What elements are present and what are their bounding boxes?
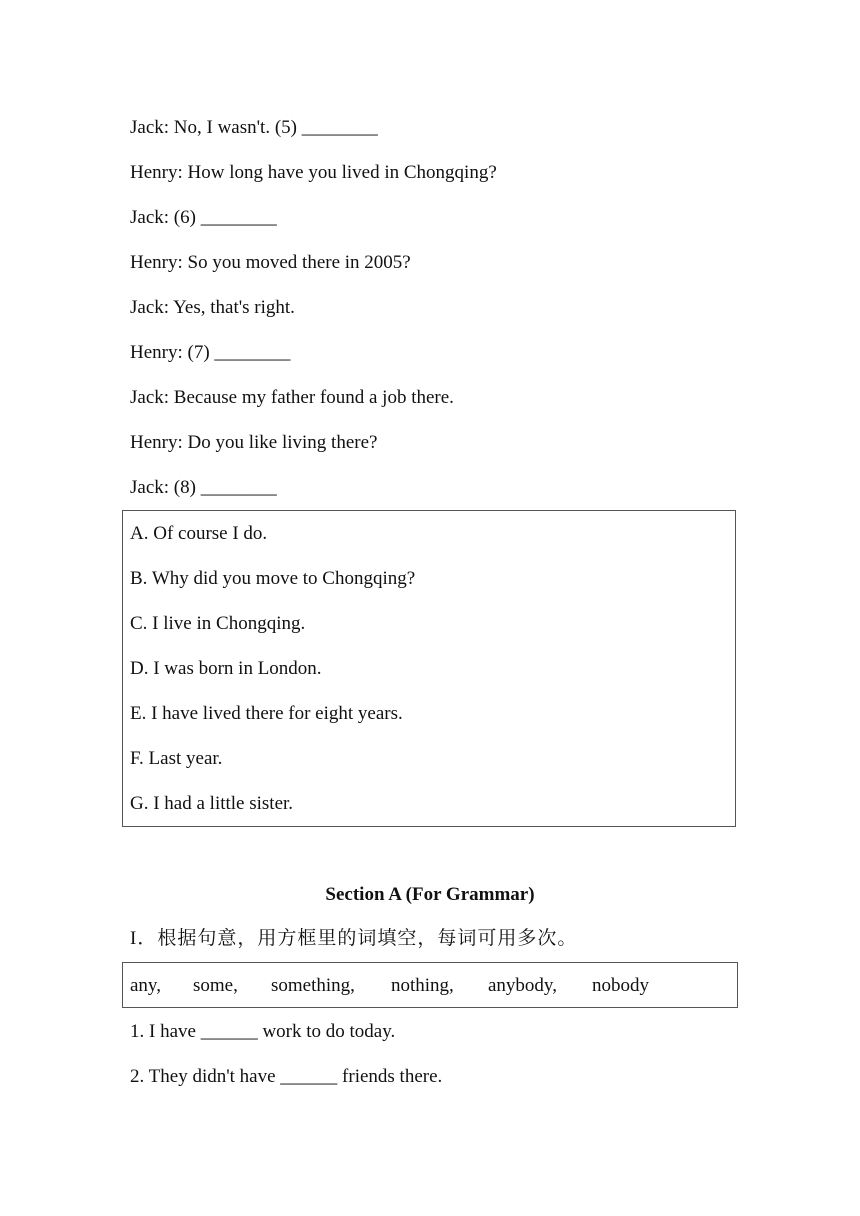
option-b: B. Why did you move to Chongqing?	[130, 568, 416, 589]
question-1: 1. I have ______ work to do today.	[130, 1021, 396, 1042]
dialogue-line: Henry: Do you like living there?	[130, 432, 378, 453]
instruction: I．根据句意，用方框里的词填空，每词可用多次。	[130, 928, 578, 949]
options-box	[122, 510, 736, 827]
option-c: C. I live in Chongqing.	[130, 613, 306, 634]
option-e: E. I have lived there for eight years.	[130, 703, 403, 724]
word-bank-box	[122, 962, 738, 1008]
dialogue-line: Jack: (8) ________	[130, 477, 277, 498]
option-d: D. I was born in London.	[130, 658, 322, 679]
dialogue-line: Jack: No, I wasn't. (5) ________	[130, 117, 378, 138]
dialogue-line: Jack: Because my father found a job there.	[130, 387, 454, 408]
word-bank-item: any,	[130, 975, 161, 996]
dialogue-line: Henry: How long have you lived in Chongqing?	[130, 162, 497, 183]
dialogue-line: Henry: (7) ________	[130, 342, 291, 363]
word-bank-item: anybody,	[488, 975, 557, 996]
dialogue-line: Jack: Yes, that's right.	[130, 297, 295, 318]
word-bank-item: nobody	[592, 975, 649, 996]
question-2: 2. They didn't have ______ friends there.	[130, 1066, 443, 1087]
word-bank-item: something,	[271, 975, 355, 996]
dialogue-line: Jack: (6) ________	[130, 207, 277, 228]
section-title: Section A (For Grammar)	[325, 884, 535, 905]
word-bank-item: nothing,	[391, 975, 454, 996]
word-bank-item: some,	[193, 975, 238, 996]
option-f: F. Last year.	[130, 748, 223, 769]
option-a: A. Of course I do.	[130, 523, 268, 544]
option-g: G. I had a little sister.	[130, 793, 294, 814]
dialogue-line: Henry: So you moved there in 2005?	[130, 252, 411, 273]
